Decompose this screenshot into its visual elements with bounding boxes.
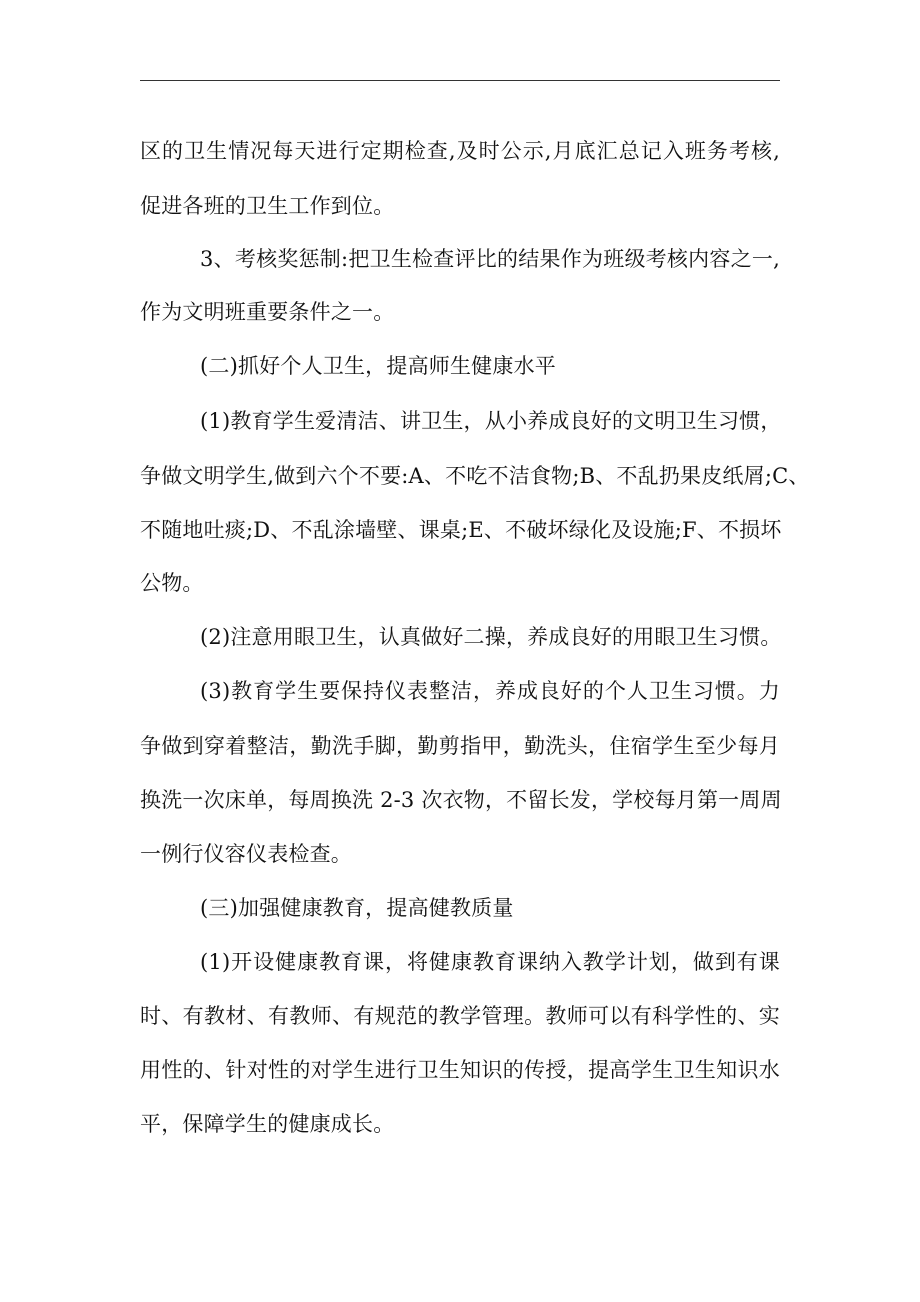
paragraph-line: 争做到穿着整洁，勤洗手脚，勤剪指甲，勤洗头，住宿学生至少每月 [140, 734, 780, 758]
paragraph-line: 时、有教材、有教师、有规范的教学管理。教师可以有科学性的、实 [140, 1004, 780, 1028]
paragraph-line: (1)教育学生爱清洁、讲卫生，从小养成良好的文明卫生习惯， [200, 409, 782, 433]
paragraph-line: 不随地吐痰;D、不乱涂墙壁、课桌;E、不破坏绿化及设施;F、不损坏 [140, 518, 782, 542]
paragraph-line: 平，保障学生的健康成长。 [140, 1112, 395, 1136]
paragraph-line: 争做文明学生,做到六个不要:A、不吃不洁食物;B、不乱扔果皮纸屑;C、 [140, 464, 810, 488]
paragraph-line: (1)开设健康教育课，将健康教育课纳入教学计划，做到有课 [200, 950, 780, 974]
paragraph-line: (3)教育学生要保持仪表整洁，养成良好的个人卫生习惯。力 [200, 679, 780, 703]
paragraph-line: (2)注意用眼卫生，认真做好二操，养成良好的用眼卫生习惯。 [200, 625, 782, 649]
paragraph-line: 作为文明班重要条件之一。 [140, 300, 395, 324]
section-heading: (三)加强健康教育，提高健教质量 [200, 896, 514, 920]
paragraph-line: 区的卫生情况每天进行定期检查,及时公示,月底汇总记入班务考核, [140, 139, 780, 163]
paragraph-line: 换洗一次床单，每周换洗 2-3 次衣物，不留长发，学校每月第一周周 [140, 788, 782, 812]
paragraph-line: 3、考核奖惩制:把卫生检查评比的结果作为班级考核内容之一, [200, 247, 780, 271]
paragraph-line: 公物。 [140, 571, 204, 595]
paragraph-line: 用性的、针对性的对学生进行卫生知识的传授，提高学生卫生知识水 [140, 1058, 780, 1082]
paragraph-line: 促进各班的卫生工作到位。 [140, 194, 395, 218]
section-heading: (二)抓好个人卫生，提高师生健康水平 [200, 354, 556, 378]
paragraph-line: 一例行仪容仪表检查。 [140, 842, 352, 866]
header-rule [140, 80, 780, 81]
